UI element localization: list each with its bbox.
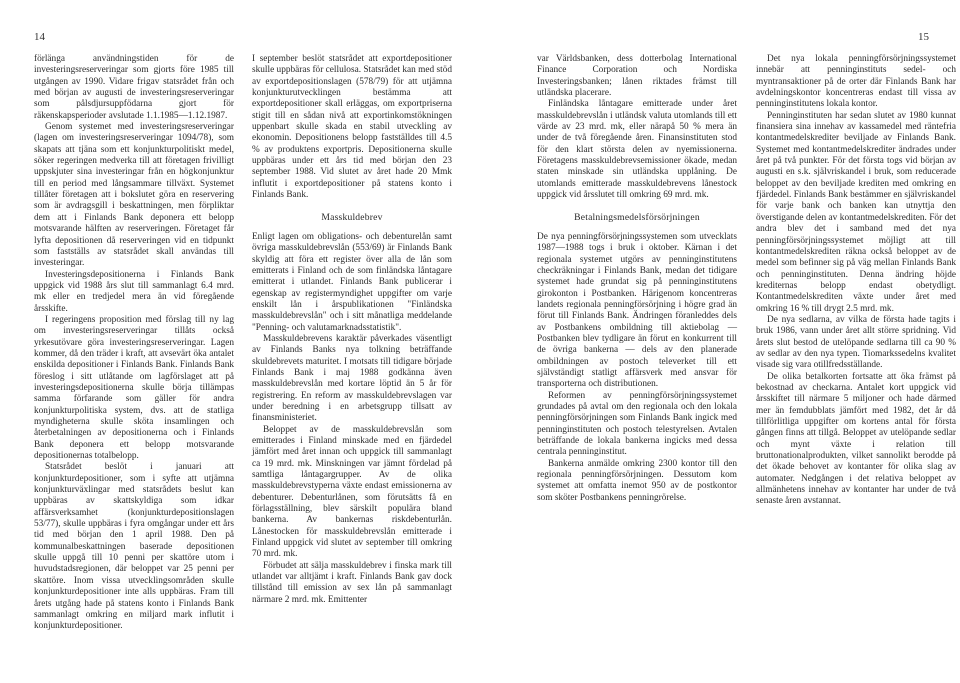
paragraph: Genom systemet med investeringsreserveringar (lagen om investeringsreserveringar 1094/78), som skapats att tjäna som ett konjunkturpolitiskt medel, söker regeringen medverka till att företagen frivilligt uppskjuter sina investeringar från en högkonjunktur till en period med långsammare tillväxt. Systemet tillåter företagen att i bokslutet göra en reservering som är avdragsgill i beskattningen, men förpliktar dem att i Finlands Bank deponera ett belopp motsvarande hälften av reserveringen. Företaget får lyfta depositionen då reserveringen vid en tidpunkt som fastställs av statsrådet skall användas till investeringar. <box>34 122 234 269</box>
paragraph: Penninginstituten har sedan slutet av 1980 kunnat finansiera sina innehav av kassamedel med räntefria kontantmedelskrediter beviljade av Finlands Bank. Systemet med kontantmedelskrediter ändrades under året på två punkter. För det första togs vid början av augusti en s.k. självriskandel i bruk, som reducerade beloppet av den beviljade krediten med omkring en fjärdedel. Finlands Bank bestämmer en självriskandel för varje bank och banken kan utnyttja den överstigande delen av kontantmedelskrediten. För det andra blev det i samband med det nya penningförsörjningssystemet möjligt att till kontantmedelskrediten räkna också beloppet av de medel som befinner sig på väg mellan Finlands Bank och penninginstituten. Denna ändring höjde krediternas belopp endast obetydligt. Kontantmedelskrediten växte under året med omkring 16 % till drygt 2.5 mrd. mk. <box>756 110 956 314</box>
paragraph: var Världsbanken, dess dotterbolag International Finance Corporation och Nordiska Investeringsbanken; lånen riktades främst till utländska placerare. <box>537 54 737 99</box>
paragraph: Enligt lagen om obligations- och debenturelån samt övriga masskuldebrevslån (553/69) är Finlands Bank skyldig att föra ett register över alla de lån som emitterats i Finland och de som finländska låntagare emitterat i utlandet. Finlands Bank publicerar i egenskap av registermyndighet uppgifter om varje enskilt lån i årspublikationen "Finländska masskuldebrevslån" och i sitt månatliga meddelande "Penning- och valutamarknadsstatistik". <box>252 231 452 333</box>
page-number-left: 14 <box>34 31 45 43</box>
paragraph: Beloppet av de masskuldebrevslån som emitterades i Finland minskade med en fjärdedel jämfört med året innan och uppgick till sammanlagt ca 19 mrd. mk. Minskningen var jämnt fördelad på samtliga låntagargrupper. Av de olika masskuldebrevstyperna växte endast emissionerna av debenturer. Debenturlånen, som förutsätts få en förlagsställning, blev särskilt populära bland bankerna. Av bankernas riskdebenturlån. Lånestocken för masskuldebrevslån emitterade i Finland uppgick vid slutet av september till omkring 70 mrd. mk. <box>252 424 452 560</box>
paragraph: Reformen av penningförsörjningssystemet grundades på avtal om den regionala och den lokala penningförsörjningen som Finlands Bank ingick med penninginstituten och postoch telestyrelsen. Avtalen beträffande de lokala bankerna ingicks med dessa centrala penninginstitut. <box>537 390 737 458</box>
paragraph: I regeringens proposition med förslag till ny lag om investeringsreserveringar tillåts också yrkesutövare göra investeringsreserveringar. Lagen kommer, då den träder i kraft, att avsevärt öka antalet enskilda depositioner i Finlands Bank. Finlands Bank föreslog i sitt utlåtande om lagförslaget att på investeringsdepositionerna skulle börja tillämpas samma förfarande som gäller för andra konjunkturpolitiska system, dvs. att de statliga myndigheterna skulle sköta insamlingen och återbetalningen av depositionerna och i Finlands Bank deponera ett belopp motsvarande depositionernas totalbelopp. <box>34 314 234 462</box>
paragraph: Investeringsdepositionerna i Finlands Bank uppgick vid 1988 års slut till sammanlagt 6.4 mrd. mk eller en tredjedel mera än vid föregående årsskifte. <box>34 269 234 314</box>
section-heading-masskuldebrev: Masskuldebrev <box>321 212 383 224</box>
column-4 <box>756 54 956 508</box>
section-heading-betalningsmedel: Betalningsmedelsförsörjningen <box>574 212 700 224</box>
paragraph: Statsrådet beslöt i januari att konjunkturdepositioner, som i syfte att utjämna konjunkturväxlingar med statsrådets beslut kan uppbäras av skattskyldiga som idkar affärsverksamhet (konjunkturdepositionslagen 53/77), skulle uppbäras i fyra omgångar under ett års tid med början den 1 april 1988. Den på kommunalbeskattningen baserade depositionen skulle uppgå till 10 penni per skattöre utom i huvudstadsregionen, där beloppet var 25 penni per skattöre. Inom vissa utvecklingsområden skulle konjunkturdepositioner inte alls uppbäras. Fram till årets utgång hade på statens konto i Finlands Bank sammanlagt omkring en miljard mark influtit i konjunkturdepositioner. <box>34 462 234 632</box>
paragraph: I september beslöt statsrådet att exportdepositioner skulle uppbäras för cellulosa. Statsrådet kan med stöd av exportdepositionslagen (578/79) för att utjämna konjunkturutvecklingen bestämma att exportdepositioner skall erläggas, om exportpriserna stigit till en sådan nivå att exportinkomstökningen uppenbart skulle skada en stabil utveckling av ekonomin. Depositionens belopp fastställdes till 4.5 % av produktens exportpris. Depositionerna skulle uppbäras under ett års tid med början den 23 september 1988. Vid slutet av året hade 20 Mmk influtit i exportdepositioner på statens konto i Finlands Bank. <box>252 54 452 201</box>
paragraph: Masskuldebrevens karaktär påverkades väsentligt av Finlands Banks nya tolkning beträffande skuldebrevets maturitet. I motsats till tidigare började Finlands Bank i maj 1988 godkänna även masskuldebrevslån med kortare löptid än 5 år för registrering. En reform av masskuldebrevslagen var under beredning i en arbetsgrupp tillsatt av finansministeriet. <box>252 333 452 424</box>
paragraph: De nya penningförsörjningssystemen som utvecklats 1987—1988 togs i bruk i oktober. Kärnan i det regionala systemet utgörs av penninginstitutens checkräkningar i Finlands Bank, medan det tidigare systemet hade grundat sig på penninginstitutens girokonton i Postbanken. Härigenom koncentreras landets regionala penningförsörjning i högre grad än förut till Finlands Bank. Ändringen föranleddes dels av Postbankens ombildning till aktiebolag — Postbanken blev tydligare än förut en konkurrent till de övriga bankerna — dels av den planerade ombildningen av postoch televerket till ett självständigt statligt affärsverk med ansvar för transporterna och distributionen. <box>537 231 737 390</box>
paragraph: De olika betalkorten fortsatte att öka främst på bekostnad av checkarna. Antalet kort uppgick vid årsskiftet till närmare 5 miljoner och hade därmed mer än femdubblats jämfört med 1982, det år då tillförlitliga uppgifter om kortens antal för första gången finns att tillgå. Beloppet av utelöpande sedlar och mynt växte i relation till bruttonationalprodukten, vilket sannolikt berodde på det ökade behovet av kontanter för olika slag av automater. Nedgången i det relativa beloppet av allmänhetens innehav av kontanter har under de två senaste åren avstannat. <box>756 371 956 507</box>
column-1 <box>34 54 234 633</box>
paragraph: förlänga användningstiden för de investeringsreserveringar som gjorts före 1985 till utgången av 1990. Vidare frigav statsrådet från och med början av augusti de investeringsreserveringar som pålsdjursuppfödarna gjort för räkenskapsperioder avslutade 1.1.1985—1.12.1987. <box>34 54 234 121</box>
page-number-right: 15 <box>918 31 929 43</box>
paragraph: Det nya lokala penningförsörjningssystemet innebär att penninginstituts sedel- och myntransaktioner på de orter där Finlands Bank har avdelningskontor koncentreras endast till vissa av penninginstitutens lokala kontor. <box>756 54 956 110</box>
paragraph: Förbudet att sälja masskuldebrev i finska mark till utlandet var alltjämt i kraft. Finlands Bank gav dock tillstånd till emission av sex lån på sammanlagt närmare 2 mrd. mk. Emittenter <box>252 560 452 605</box>
paragraph: De nya sedlarna, av vilka de första hade tagits i bruk 1986, vann under året allt större spridning. Vid årets slut bestod de utelöpande sedlarna till ca 90 % av sedlar av den nya typen. Tiomarkssedelns kvalitet visade sig vara otillfredsställande. <box>756 314 956 371</box>
column-2 <box>252 54 452 606</box>
paragraph: Bankerna anmälde omkring 2300 kontor till den regionala penningförsörjningen. Dessutom kom systemet att omfatta inemot 950 av de postkontor som sköter Postbankens penningrörelse. <box>537 458 737 503</box>
column-3 <box>537 54 737 504</box>
paragraph: Finländska låntagare emitterade under året masskuldebrevslån i utländsk valuta utomlands till ett värde av 23 mrd. mk, eller närapå 50 % mera än under de två föregående åren. Finansinstituten stod för den klart största delen av nyemissionerna. Företagens masskuldebrevsemissioner ökade, medan staten minskade sin utländska upplåning. De utomlands emitterade masskuldebrevens lånestock uppgick vid årsslutet till omkring 69 mrd. mk. <box>537 99 737 201</box>
